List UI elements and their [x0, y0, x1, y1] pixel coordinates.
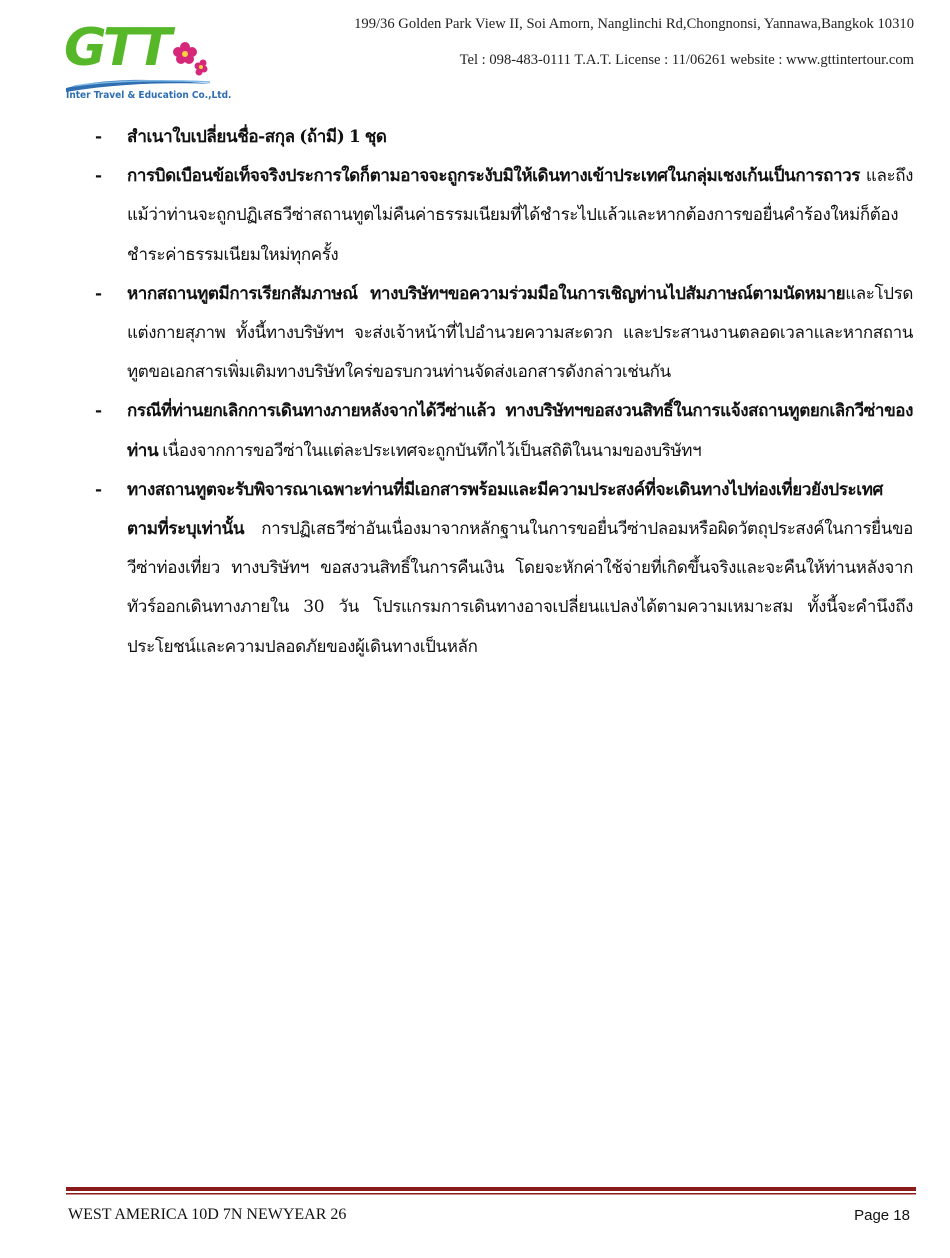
company-contact: Tel : 098-483-0111 T.A.T. License : 11/06261 website : www.gttintertour.com [459, 52, 914, 68]
bullet-item [95, 392, 913, 470]
bullet-item [95, 275, 913, 393]
bullet-marker: - [95, 401, 102, 422]
logo-tagline: Inter Travel & Education Co.,Ltd. [66, 90, 232, 101]
bullet-item [95, 157, 913, 275]
company-logo [64, 18, 232, 106]
bullet-bold-text: การบิดเบือนข้อเท็จจริงประการใดก็ตามอาจจะถูกระงับมิให้เดินทางเข้าประเทศในกลุ่มเชงเก้นเป็นการถาวร [127, 166, 861, 187]
bullet-bold-text: กรณีที่ท่านยกเลิกการเดินทางภายหลังจากได้วีซ่าแล้ว ทางบริษัทฯขอสงวนสิทธิ์ในการแจ้งสถานทูตยกเลิกวีซ่าของท่าน [127, 401, 913, 461]
bullet-marker: - [95, 283, 102, 304]
footer-page-number: Page 18 [854, 1207, 910, 1224]
company-address: 199/36 Golden Park View II, Soi Amorn, Nanglinchi Rd,Chongnonsi, Yannawa,Bangkok 10310 [354, 16, 914, 32]
footer-divider [66, 1187, 916, 1197]
bullet-bold-text: สำเนาใบเปลี่ยนชื่อ-สกุล (ถ้ามี) 1 ชุด [127, 127, 387, 147]
footer-tour-title: WEST AMERICA 10D 7N NEWYEAR 26 [68, 1206, 347, 1223]
bullet-bold-text: หากสถานทูตมีการเรียกสัมภาษณ์ ทางบริษัทฯขอความร่วมมือในการเชิญท่านไปสัมภาษณ์ตามนัดหมาย [127, 283, 846, 304]
bullet-bold-text: ทางสถานทูตจะรับพิจารณาเฉพาะท่านที่มีเอกสารพร้อมและมีความประสงค์ที่จะเดินทางไปท่องเที่ยวยังประเทศตามที่ระบุเท่านั้น [127, 479, 883, 540]
document-body [95, 118, 913, 667]
bullet-text: และโปรดแต่งกายสุภาพ ทั้งนี้ทางบริษัทฯ จะส่งเจ้าหน้าที่ไปอำนวยความสะดวก และประสานงานตลอดเวลาและหากสถานทูตขอเอกสารเพิ่มเติมทางบริษัทใคร่ขอรบกวนท่านจัดส่งเอกสารดังกล่าวเช่นกัน [127, 283, 913, 383]
bullet-marker: - [95, 166, 102, 187]
bullet-item [95, 118, 913, 157]
bullet-marker: - [95, 479, 102, 500]
bullet-text: เนื่องจากการขอวีซ่าในแต่ละประเทศจะถูกบันทึกไว้เป็นสถิติในนามของบริษัทฯ [158, 440, 702, 461]
bullet-marker: - [95, 127, 102, 147]
logo-wordmark: GTT [64, 18, 169, 78]
bullet-text: และถึงแม้ว่าท่านจะถูกปฏิเสธวีซ่าสถานทูตไม่คืนค่าธรรมเนียมที่ได้ชำระไปแล้วและหากต้องการขอยื่นคำร้องใหม่ก็ต้องชำระค่าธรรมเนียมใหม่ทุกครั้ง [127, 166, 913, 265]
bullet-item [95, 471, 913, 667]
bullet-text: การปฏิเสธวีซ่าอันเนื่องมาจากหลักฐานในการขอยื่นวีซ่าปลอมหรือผิดวัตถุประสงค์ในการยื่นขอวีซ่าท่องเที่ยว ทางบริษัทฯ ขอสงวนสิทธิ์ในการคืนเงิน โดยจะหักค่าใช้จ่ายที่เกิดขึ้นจริงและจะคืนให้ท่านหลังจากทัวร์ออกเดินทางภายใน 30 วัน โปรแกรมการเดินทางอาจเปลี่ยนแปลงได้ตามความเหมาะสม ทั้งนี้จะคำนึงถึงประโยชน์และความปลอดภัยของผู้เดินทางเป็นหลัก [127, 519, 913, 657]
